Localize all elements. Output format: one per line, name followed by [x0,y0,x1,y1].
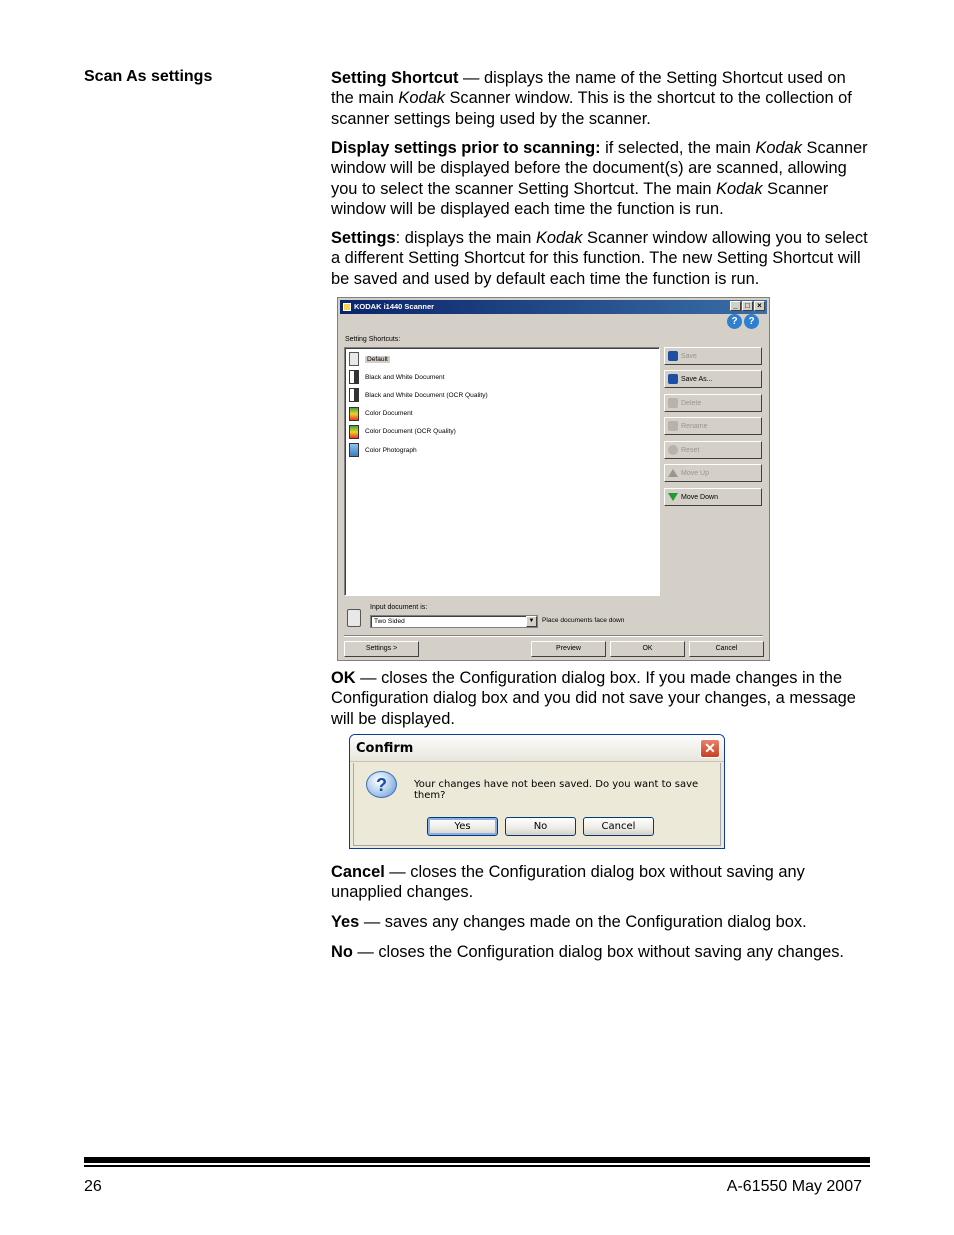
shortcut-label: Color Document (OCR Quality) [365,428,456,436]
section-heading: Scan As settings [84,68,213,85]
reset-button[interactable] [664,441,762,459]
save-icon [668,351,678,361]
place-documents-note: Place documents face down [542,617,625,624]
no-button[interactable]: No [505,817,576,836]
close-icon[interactable]: × [754,301,765,311]
separator [344,635,763,637]
whats-this-help-icon[interactable]: ? [744,314,759,329]
save-button[interactable] [664,347,762,365]
emphasis: Kodak [398,89,445,108]
cancel-button[interactable]: Cancel [583,817,654,836]
app-icon [343,303,351,311]
text: if selected, the main [600,139,756,157]
shortcut-label: Black and White Document (OCR Quality) [365,391,488,399]
yes-paragraph [331,912,871,932]
question-icon: ? [366,771,397,798]
photo-doc-icon [349,443,359,457]
minimize-icon[interactable]: _ [730,301,741,311]
chevron-down-icon[interactable]: ▼ [526,616,537,627]
maximize-icon[interactable]: □ [742,301,753,311]
shortcut-label: Default [367,355,388,363]
shortcut-item[interactable] [345,386,659,404]
button-label: Reset [681,446,700,454]
shortcut-item[interactable] [345,350,659,368]
yes-button[interactable]: Yes [427,817,498,836]
cancel-button[interactable]: Cancel [689,641,764,657]
scanner-window-screenshot [337,297,770,661]
shortcut-item[interactable] [345,423,659,441]
term-yes: Yes [331,913,360,931]
display-settings-paragraph [331,138,871,219]
input-document-label: Input document is: [370,604,428,611]
move-up-button[interactable] [664,464,762,482]
rename-button[interactable] [664,417,762,435]
emphasis: Kodak [535,229,583,247]
color-doc-icon [349,425,359,439]
reset-icon [668,445,678,455]
emphasis: Kodak [716,179,763,198]
move-down-button[interactable] [664,488,762,506]
input-document-select[interactable] [370,615,538,628]
settings-paragraph [331,228,871,289]
shortcut-label: Color Document [365,410,413,418]
text: — saves any changes made on the Configuration dialog box. [359,913,807,931]
close-icon[interactable]: ✕ [700,739,720,758]
trash-icon [668,398,678,408]
ok-paragraph [331,668,871,729]
arrow-down-icon [668,493,678,501]
button-label: Save As... [681,375,713,383]
text: — displays the name of the Setting Shortcut used on the main [331,69,846,108]
term-setting-shortcut: Setting Shortcut [331,69,459,87]
text: Scanner window allowing you to select a different Setting Shortcut for this function. The new Setting Shortcut will be saved and used by default each time the function is run. [331,229,868,288]
button-label: Move Down [681,493,718,501]
confirm-title: Confirm [356,741,414,756]
setting-shortcut-paragraph [331,68,871,129]
shortcuts-label: Setting Shortcuts: [345,336,401,343]
text: Scanner window. This is the shortcut to the collection of scanner settings being used by the scanner. [331,89,852,128]
save-as-button[interactable] [664,370,762,388]
term-settings: Settings [331,229,396,247]
confirm-message: Your changes have not been saved. Do you want to save them? [414,779,699,801]
footer-rule [84,1157,870,1163]
scanner-title-bar [340,300,767,314]
confirm-body [353,763,721,846]
confirm-dialog-screenshot [349,734,725,849]
term-cancel: Cancel [331,863,385,881]
rename-icon [668,421,678,431]
shortcut-label: Black and White Document [365,373,445,381]
document-id: A-61550 May 2007 [726,1178,862,1195]
text: Scanner window will be displayed each time the function is run. [331,179,829,218]
no-paragraph [331,942,871,962]
save-as-icon [668,374,678,384]
footer-rule [84,1165,870,1167]
window-buttons [730,301,765,311]
text: : displays the main [395,229,536,247]
text: — closes the Configuration dialog box without saving any changes. [352,943,844,961]
confirm-title-bar [350,735,724,762]
shortcut-item[interactable] [345,441,659,459]
scanner-title: KODAK i1440 Scanner [354,302,435,311]
shortcut-list[interactable] [344,347,660,596]
ok-button[interactable]: OK [610,641,685,657]
term-display-settings: Display settings prior to scanning: [331,139,601,157]
button-label: Delete [681,399,702,407]
settings-button[interactable]: Settings > [344,641,419,657]
scanner-doc-icon [349,352,359,366]
button-label: Save [681,352,697,360]
help-icons [727,314,759,329]
button-label: Move Up [681,469,710,477]
shortcut-item[interactable] [345,368,659,386]
term-no: No [331,943,353,961]
preview-button[interactable]: Preview [531,641,606,657]
arrow-up-icon [668,469,678,477]
button-label: Rename [681,422,708,430]
delete-button[interactable] [664,394,762,412]
cancel-paragraph [331,862,871,903]
help-icon[interactable]: ? [727,314,742,329]
emphasis: Kodak [755,139,802,157]
select-value: Two Sided [374,618,405,625]
bw-doc-icon [349,370,359,384]
color-doc-icon [349,407,359,421]
shortcut-label: Color Photograph [365,446,417,454]
page-number: 26 [84,1178,102,1195]
bw-doc-icon [349,388,359,402]
term-ok: OK [331,669,356,687]
input-document-icon [347,609,361,627]
shortcut-item[interactable] [345,405,659,423]
text: — closes the Configuration dialog box. If you made changes in the Configuration dialog box and you did not save your changes, a message will be displayed. [331,669,856,728]
text: Scanner window will be displayed before the document(s) are scanned, allowing you to select the scanner Setting Shortcut. The main [331,139,868,198]
text: — closes the Configuration dialog box without saving any unapplied changes. [331,863,805,902]
